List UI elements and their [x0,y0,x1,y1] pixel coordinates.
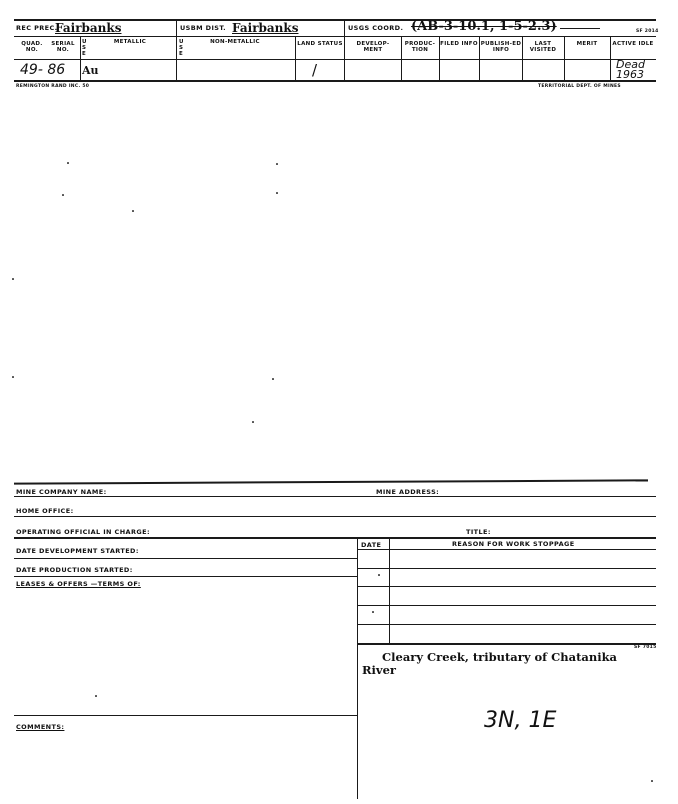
lower-vertical-divider [357,537,358,799]
date-development-label: DATE DEVELOPMENT STARTED: [16,547,139,555]
mine-address-label: MINE ADDRESS: [376,488,440,496]
date-column-divider [389,537,390,643]
dept-credit: TERRITORIAL DEPT. OF MINES [538,84,621,89]
col-divider [610,36,611,80]
non-metallic-header: NON-METALLIC [210,39,260,45]
metallic-value: Au [82,64,99,77]
quad-no-header: QUAD. NO. [21,41,43,53]
title-label: TITLE: [466,528,491,536]
land-status-header: LAND STATUS [297,41,343,47]
lower-form-number: SF 7015 [634,645,657,650]
row-line [14,496,656,497]
column-header-divider [14,59,656,60]
col-divider [564,36,565,80]
row-line [357,568,656,569]
row-line [357,605,656,606]
development-header: DEVELOP-MENT [356,41,390,53]
land-status-value: / [312,61,318,79]
typed-note-line1: Cleary Creek, tributary of Chatanika [382,650,618,664]
speck [372,611,374,613]
speck [276,163,278,165]
use-metallic-header: U S E [82,39,87,57]
form-number: SF 2014 [636,29,659,34]
mine-company-name-label: MINE COMPANY NAME: [16,488,107,496]
row-line [357,586,656,587]
typed-note-line2: River [362,663,396,677]
speck [252,421,254,423]
speck [272,378,274,380]
row-line [357,549,656,550]
speck [276,192,278,194]
row-line [357,643,656,645]
row-line [14,715,357,716]
production-header: PRODUC-TION [404,41,436,53]
handwritten-township: 3N, 1E [484,708,557,733]
speck [62,194,64,196]
col-divider [344,19,345,80]
lower-top-border [14,479,648,484]
rec-prec-value: Fairbanks [55,21,122,35]
speck [132,210,134,212]
row-line [14,558,357,559]
header-divider [14,36,656,37]
col-divider [295,36,296,80]
usgs-coord-value: (AB-3-10.1, 1-5-2.3) [411,19,557,34]
usgs-coord-label: USGS COORD. [348,24,404,32]
usbm-dist-value: Fairbanks [232,21,299,35]
published-info-header: PUBLISH-ED INFO [480,41,522,53]
home-office-label: HOME OFFICE: [16,507,74,515]
last-visited-header: LAST VISITED [529,41,557,53]
usbm-dist-label: USBM DIST. [180,24,227,32]
leases-offers-label: LEASES & OFFERS —TERMS OF: [16,580,141,588]
row-line [14,537,656,539]
quad-serial-value: 49- 86 [20,62,66,78]
serial-no-header: SERIAL NO. [51,41,75,53]
date-production-label: DATE PRODUCTION STARTED: [16,566,133,574]
data-row-bottom [14,80,656,82]
strike-extension [560,28,600,29]
operating-official-label: OPERATING OFFICIAL IN CHARGE: [16,528,150,536]
col-divider [80,36,81,80]
merit-header: MERIT [576,41,598,47]
speck [651,780,653,782]
filed-info-header: FILED INFO [440,41,478,47]
metallic-header: METALLIC [113,39,147,45]
active-idle-value: Dead 1963 [616,58,645,81]
rec-prec-label: REC PREC. [16,24,58,32]
use-nonmetallic-header: U S E [179,39,184,57]
active-idle-header: ACTIVE IDLE [612,41,654,47]
row-line [14,576,357,577]
speck [95,695,97,697]
date-header: DATE [361,541,382,549]
speck [12,278,14,280]
speck [378,574,380,576]
speck [67,162,69,164]
speck [12,376,14,378]
col-divider [176,19,177,80]
reason-stoppage-header: REASON FOR WORK STOPPAGE [452,540,575,548]
row-line [14,516,656,517]
printer-credit: REMINGTON RAND INC. 50 [16,84,90,89]
comments-label: COMMENTS: [16,723,65,731]
row-line [357,624,656,625]
